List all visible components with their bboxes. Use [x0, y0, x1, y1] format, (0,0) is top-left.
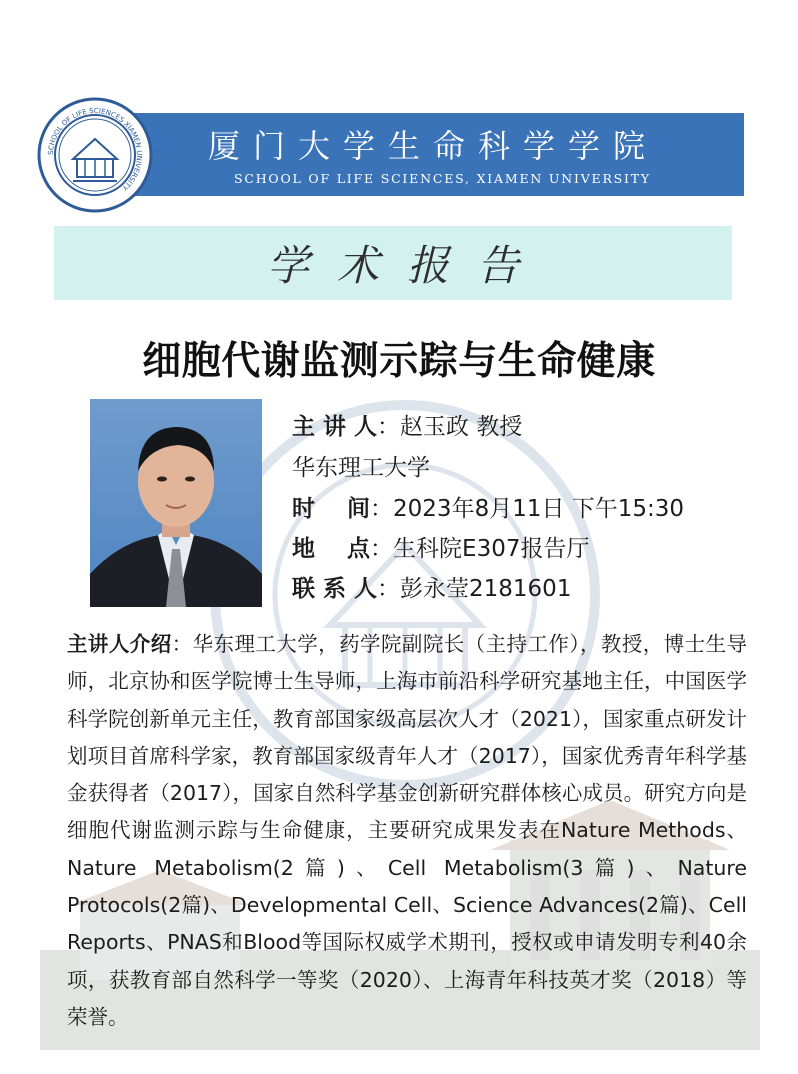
talk-time: 2023年8月11日 下午15:30 [393, 496, 685, 522]
speaker-photo [90, 399, 262, 607]
contact-line [292, 570, 571, 603]
school-subtitle: SCHOOL OF LIFE SCIENCES, XIAMEN UNIVERSITY [234, 171, 651, 186]
separator: ： [377, 414, 401, 440]
speaker-line [292, 408, 522, 441]
place-label: 地 点 [292, 536, 371, 562]
separator: ： [370, 536, 394, 562]
bio-label: 主讲人介绍 [67, 632, 172, 656]
place-line [292, 530, 589, 563]
report-label: 学术报告 [266, 241, 547, 290]
separator: ： [377, 576, 401, 602]
contact-info: 彭永莹2181601 [400, 576, 572, 602]
report-label-bar [54, 226, 732, 300]
contact-label: 联 系 人 [292, 576, 378, 602]
bio-text: 华东理工大学，药学院副院长（主持工作），教授，博士生导师，北京协和医学院博士生导师，上海市前沿科学研究基地主任，中国医学科学院创新单元主任，教育部国家级高层次人才（2021），国家重点研发计划项目首席科学家，教育部国家级青年人才（2017），国家优秀青年科学基金获得者（2017），国家自然科学基金创新研究群体核心成员。研究方向是细胞代谢监测示踪与生命健康，主要研究成果发表在Nature Methods、Nature Metabolism(2篇)、Cell Metabolism(3篇)、Nature Protocols(2篇)、Developmental Cell、Science Advances(2篇)、Cell Reports、PNAS和Blood等国际权威学术期刊，授权或申请发明专利40余项，获教育部自然科学一等奖（2020）、上海青年科技英才奖（2018）等荣誉。 [67, 632, 748, 1029]
speaker-label: 主 讲 人 [292, 414, 378, 440]
speaker-bio [67, 626, 747, 1036]
school-title: 厦门大学生命科学学院 [208, 127, 659, 165]
time-label: 时 间 [292, 496, 371, 522]
logo-ring-text: SCHOOL OF LIFE SCIENCES XIAMEN UNIVERSITY [46, 106, 144, 192]
affiliation-line [292, 449, 430, 482]
header-banner [78, 113, 744, 196]
bio-separator: ： [171, 632, 193, 656]
talk-place: 生科院E307报告厅 [393, 536, 590, 562]
separator: ： [370, 496, 394, 522]
speaker-affiliation: 华东理工大学 [292, 455, 430, 481]
talk-title: 细胞代谢监测示踪与生命健康 [142, 339, 656, 384]
speaker-name: 赵玉政 教授 [400, 414, 523, 440]
time-line [292, 490, 684, 523]
university-logo-icon [37, 97, 153, 213]
